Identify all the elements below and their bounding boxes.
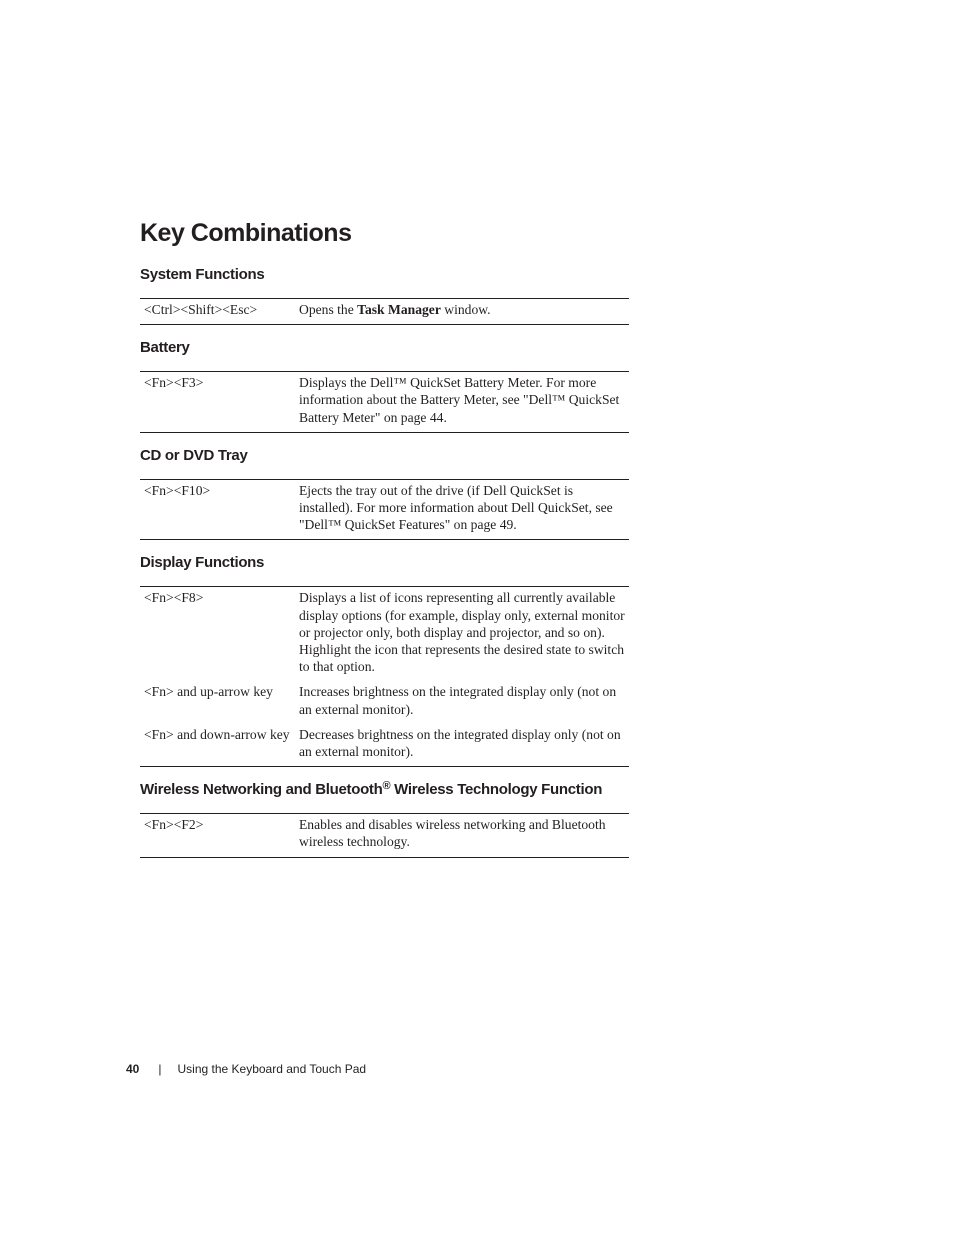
description-cell: Ejects the tray out of the drive (if Dell QuickSet is installed). For more information about Dell QuickSet, see "Dell™ QuickSet Features" on page 49. <box>299 482 613 533</box>
registered-mark: ® <box>382 780 391 793</box>
heading-text: Wireless Technology Function <box>390 781 603 799</box>
key-cell: <Fn> and down-arrow key <box>144 726 290 742</box>
page-number: 40 <box>126 1062 140 1076</box>
key-table <box>140 586 629 767</box>
key-table <box>140 813 629 857</box>
description-text: window. <box>440 302 491 317</box>
section-cd-dvd-tray <box>140 447 629 541</box>
section-heading: System Functions <box>140 266 265 283</box>
key-cell: <Fn> and up-arrow key <box>144 684 273 700</box>
description-cell <box>295 299 629 325</box>
table-row <box>140 299 629 325</box>
section-heading: Display Functions <box>140 554 265 572</box>
key-table <box>140 371 629 433</box>
page-title: Key Combinations <box>140 219 352 247</box>
key-table <box>140 298 629 325</box>
key-cell: <Fn><F8> <box>144 590 204 606</box>
section-system-functions <box>140 266 629 325</box>
table-row <box>140 814 629 857</box>
section-heading: Battery <box>140 339 190 357</box>
table-row <box>140 681 629 723</box>
heading-text: Wireless Networking and Bluetooth <box>140 781 383 799</box>
key-table <box>140 479 629 541</box>
section-heading: CD or DVD Tray <box>140 446 248 464</box>
table-row <box>140 372 629 433</box>
description-cell: Displays a list of icons representing all currently available display options (for example, display only, external monitor or projector only, both display and projector, and so on). Highlight the icon that represents the desired state to switch to that option. <box>299 590 625 675</box>
section-display-functions <box>140 554 629 767</box>
page-footer <box>126 1062 366 1076</box>
section-wireless-bluetooth <box>140 781 629 857</box>
page-content <box>140 212 629 858</box>
chapter-title: Using the Keyboard and Touch Pad <box>177 1062 367 1076</box>
description-cell: Enables and disables wireless networking and Bluetooth wireless technology. <box>299 817 606 850</box>
section-battery <box>140 339 629 433</box>
table-row <box>140 587 629 682</box>
key-cell: <Fn><F10> <box>144 482 211 498</box>
description-text: Opens the <box>299 302 358 317</box>
section-heading <box>140 781 629 799</box>
table-row <box>140 724 629 767</box>
key-cell: <Fn><F3> <box>144 375 204 391</box>
description-cell: Displays the Dell™ QuickSet Battery Meter. For more information about the Battery Meter, see "Dell™ QuickSet Battery Meter" on page 44. <box>299 375 620 425</box>
description-cell: Increases brightness on the integrated display only (not on an external monitor). <box>299 684 617 717</box>
key-cell: <Fn><F2> <box>144 817 204 833</box>
description-cell: Decreases brightness on the integrated display only (not on an external monitor). <box>299 726 621 760</box>
footer-separator: | <box>158 1062 162 1076</box>
key-cell: <Ctrl><Shift><Esc> <box>144 302 258 317</box>
table-row <box>140 479 629 540</box>
description-bold: Task Manager <box>357 302 441 317</box>
